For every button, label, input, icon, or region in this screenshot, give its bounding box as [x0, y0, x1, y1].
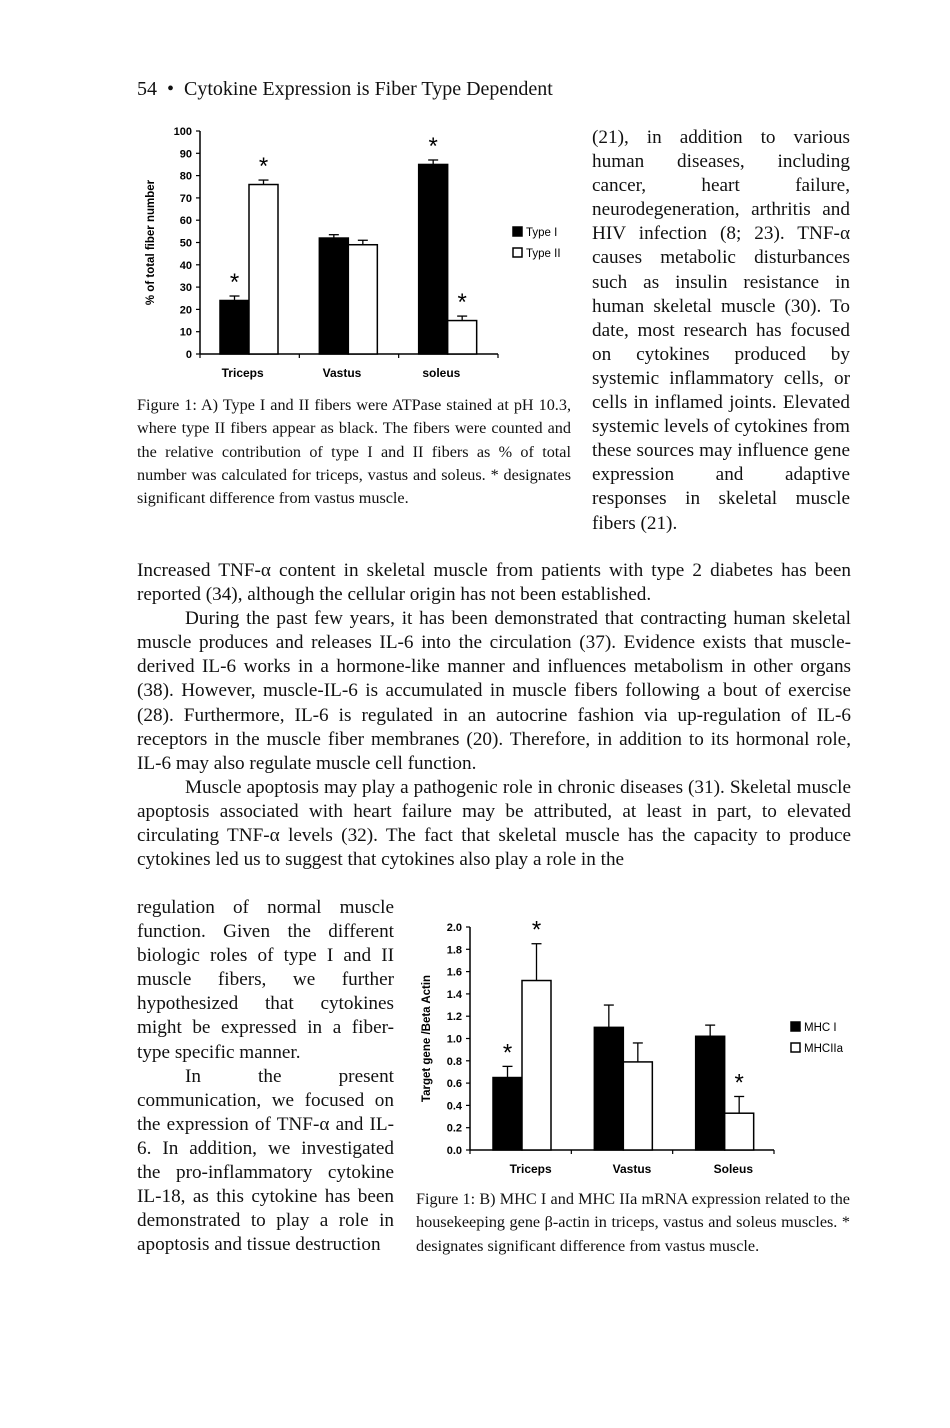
y-tick-label: 60 — [179, 215, 192, 228]
y-tick-label: 50 — [179, 237, 192, 250]
left-column-text — [137, 896, 394, 1257]
bar-mhc-i — [696, 1036, 725, 1150]
x-tick-label: Vastus — [612, 1162, 652, 1176]
bar-mhciia — [522, 981, 551, 1150]
header-bullet: • — [167, 78, 175, 100]
y-axis-title: Target gene /Beta Actin — [421, 974, 433, 1103]
bar-mhc-i — [594, 1027, 623, 1150]
right-column-text — [592, 126, 850, 536]
significance-asterisk: * — [428, 132, 438, 160]
legend-swatch — [513, 227, 522, 236]
bar-type-ii — [249, 185, 278, 354]
paragraph: Increased TNF-α content in skeletal muscle from patients with type 2 diabetes has been reported (34), although the cellular origin has not been established. — [137, 560, 851, 606]
x-tick-label: Triceps — [221, 366, 264, 380]
y-tick-label: 20 — [179, 304, 192, 317]
figure-1b-caption: Figure 1: B) MHC I and MHC IIa mRNA expression related to the housekeeping gene β-actin in triceps, vastus and soleus muscles. * designates significant difference from vastus muscle. — [416, 1190, 850, 1255]
bar-type-i — [220, 300, 249, 354]
y-tick-label: 70 — [179, 192, 192, 205]
y-tick-label: 0.0 — [446, 1145, 462, 1157]
paragraph: Muscle apoptosis may play a pathogenic role in chronic diseases (31). Skeletal muscle apoptosis associated with heart failure may be attributed, at least in part, to elevated circulating TNF-α levels (32). The fact that skeletal muscle has the capacity to produce cytokines led us to suggest that cytokines also play a role in the — [137, 776, 851, 871]
x-tick-label: Vastus — [322, 366, 362, 380]
bar-type-ii — [348, 245, 377, 354]
running-header — [137, 78, 553, 101]
paragraph: In the present communication, we focused on the expression of TNF-α and IL-6. In addition, we investigated the pro-inflammatory cytokine IL-18, as this cytokine has been demonstrated to play a role in apoptosis and tissue destruction — [137, 1065, 394, 1256]
y-tick-label: 1.2 — [446, 1011, 462, 1024]
y-tick-label: 0.4 — [446, 1100, 462, 1113]
x-tick-label: Triceps — [509, 1162, 552, 1176]
x-tick-label: Soleus — [713, 1162, 754, 1176]
significance-asterisk: * — [734, 1069, 744, 1097]
legend-label: Type II — [526, 248, 561, 260]
significance-asterisk: * — [229, 269, 240, 297]
legend-swatch — [791, 1043, 800, 1052]
significance-asterisk: * — [457, 289, 467, 317]
y-tick-label: 80 — [179, 170, 192, 183]
y-tick-label: 0.8 — [446, 1055, 462, 1068]
y-tick-label: 10 — [179, 326, 192, 339]
legend-label: Type I — [526, 227, 558, 239]
paragraph: regulation of normal muscle function. Given the different biologic roles of type I and II muscle fibers, we further hypothesized that cytokines might be expressed in a fiber-type specific manner. — [137, 897, 394, 1063]
right-column-paragraph: (21), in addition to various human diseases, including cancer, heart failure, neurodegeneration, arthritis and HIV infection (8; 23). TNF-α causes metabolic disturbances such as insulin resistance in human skeletal muscle (30). To date, most research has focused on cytokines produced by systemic inflammatory cells, or cells in inflamed joints. Elevated systemic levels of cytokines from these sources may influence gene expression and adaptive responses in skeletal muscle fibers (21). — [592, 127, 850, 534]
page-number: 54 — [137, 78, 157, 100]
significance-asterisk: * — [258, 153, 269, 181]
running-title: Cytokine Expression is Fiber Type Dependent — [184, 78, 553, 100]
y-tick-label: 2.0 — [446, 922, 462, 934]
bar-type-i — [319, 238, 348, 354]
y-tick-label: 0.2 — [446, 1122, 462, 1135]
bar-type-i — [419, 164, 448, 354]
legend-label: MHCIIa — [804, 1043, 843, 1055]
y-tick-label: 100 — [173, 126, 192, 138]
y-tick-label: 30 — [179, 282, 192, 295]
figure-1a-chart — [137, 118, 587, 388]
y-tick-label: 1.4 — [446, 988, 462, 1001]
y-axis-title: % of total fiber number — [145, 179, 157, 306]
y-tick-label: 0 — [185, 349, 192, 361]
bar-mhc-i — [493, 1078, 522, 1150]
significance-asterisk: * — [502, 1039, 513, 1067]
y-tick-label: 40 — [179, 259, 192, 272]
y-tick-label: 0.6 — [446, 1078, 462, 1091]
y-tick-label: 1.8 — [446, 944, 462, 957]
legend-swatch — [791, 1022, 800, 1031]
significance-asterisk: * — [531, 916, 542, 944]
legend-swatch — [513, 248, 522, 257]
bar-mhciia — [623, 1062, 652, 1150]
figure-1a-caption: Figure 1: A) Type I and II fibers were ATPase stained at pH 10.3, where type II fibers appear as black. The fibers were counted and the relative contribution of type I and II fibers as % of total number was calculated for triceps, vastus and soleus. * designates significant difference from vastus muscle. — [137, 396, 571, 508]
bar-type-ii — [448, 321, 477, 354]
bar-mhciia — [725, 1113, 754, 1150]
y-tick-label: 1.0 — [446, 1033, 462, 1046]
paragraph: During the past few years, it has been demonstrated that contracting human skeletal muscle produces and releases IL-6 into the circulation (37). Evidence exists that muscle-derived IL-6 works in a hormone-like manner and influences metabolism in other organs (38). However, muscle-IL-6 is accumulated in muscle fibers following a bout of exercise (28). Furthermore, IL-6 is regulated in an autocrine fashion via up-regulation of IL-6 receptors in the muscle fiber membranes (20). Therefore, in addition to its hormonal role, IL-6 may also regulate muscle cell function. — [137, 608, 851, 774]
full-width-text — [137, 559, 851, 872]
figure-1b-chart — [412, 915, 857, 1185]
y-tick-label: 90 — [179, 148, 192, 161]
y-tick-label: 1.6 — [446, 966, 462, 979]
x-tick-label: soleus — [422, 366, 461, 380]
legend-label: MHC I — [804, 1022, 837, 1034]
